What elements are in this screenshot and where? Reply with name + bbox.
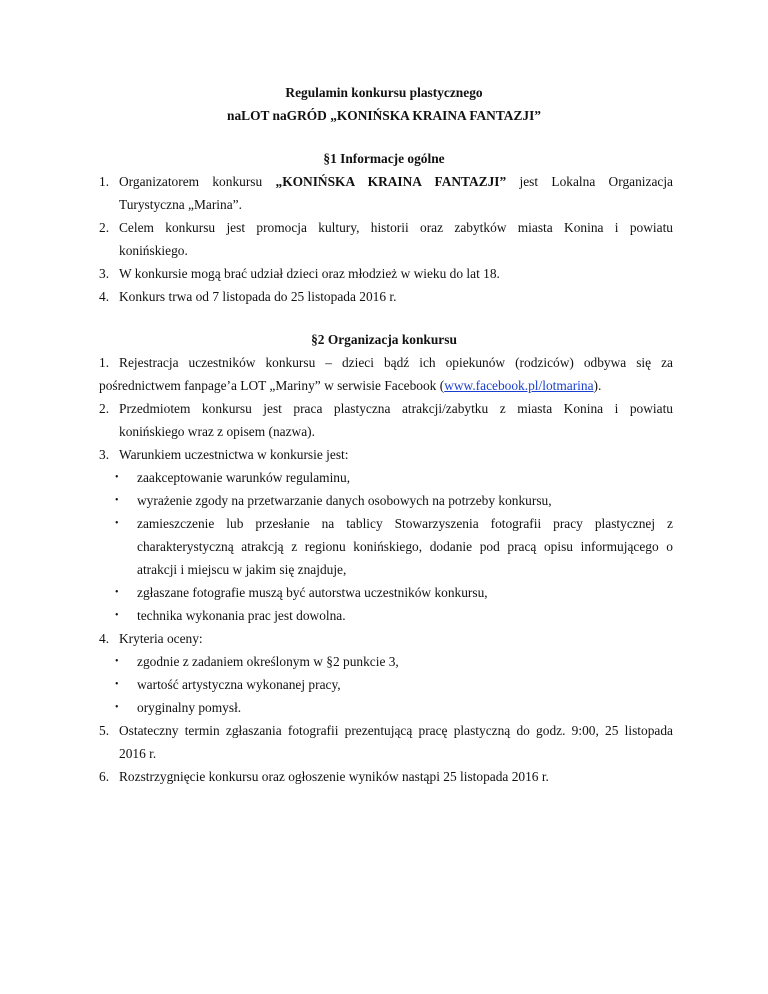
list-number: 4. [99, 289, 110, 304]
list-item: Celem konkursu jest promocja kultury, historii oraz zabytków miasta Konina i powiatu [119, 220, 673, 235]
bullet-icon: • [115, 610, 119, 621]
list-number: 3. [99, 447, 110, 462]
facebook-link[interactable]: www.facebook.pl/lotmarina [444, 378, 594, 393]
bullet-icon: • [115, 495, 119, 506]
document-subtitle: naLOT naGRÓD „KONIŃSKA KRAINA FANTAZJI” [227, 108, 541, 123]
bullet-item-continuation: charakterystyczną atrakcją z regionu konińskiego, dodanie pod pracą opisu informującego o [137, 539, 673, 554]
bullet-item: wyrażenie zgody na przetwarzanie danych osobowych na potrzeby konkursu, [137, 493, 552, 508]
list-item-continuation: Turystyczna „Marina”. [119, 197, 242, 212]
list-item-text: ). [593, 378, 602, 393]
list-item: Warunkiem uczestnictwa w konkursie jest: [119, 447, 349, 462]
list-item-continuation: konińskiego. [119, 243, 188, 258]
section1-heading: §1 Informacje ogólne [323, 151, 445, 166]
bullet-item: wartość artystyczna wykonanej pracy, [137, 677, 341, 692]
bullet-item: oryginalny pomysł. [137, 700, 242, 715]
list-item [119, 174, 673, 190]
list-item: Kryteria oceny: [119, 631, 203, 646]
contest-name: „KONIŃSKA KRAINA FANTAZJI” [275, 174, 507, 189]
list-number: 1. [99, 174, 110, 189]
list-item: W konkursie mogą brać udział dzieci oraz młodzież w wieku do lat 18. [119, 266, 500, 281]
bullet-item-continuation: atrakcji i miejscu w jakim się znajduje, [137, 562, 347, 577]
list-number: 4. [99, 631, 110, 646]
list-item-text: Organizatorem konkursu [119, 174, 276, 189]
list-item: Konkurs trwa od 7 listopada do 25 listopada 2016 r. [119, 289, 397, 304]
list-item: Rozstrzygnięcie konkursu oraz ogłoszenie wyników nastąpi 25 listopada 2016 r. [119, 769, 549, 784]
list-item-continuation: 2016 r. [119, 746, 157, 761]
bullet-icon: • [115, 656, 119, 667]
document-title: Regulamin konkursu plastycznego [285, 85, 483, 100]
list-number: 6. [99, 769, 110, 784]
list-item-continuation: konińskiego wraz z opisem (nazwa). [119, 424, 315, 439]
list-number: 2. [99, 220, 110, 235]
list-number: 5. [99, 723, 110, 738]
list-item: 1. Rejestracja uczestników konkursu – dzieci bądź ich opiekunów (rodziców) odbywa się za [99, 355, 673, 370]
bullet-icon: • [115, 518, 119, 529]
list-number: 2. [99, 401, 110, 416]
bullet-icon: • [115, 679, 119, 690]
bullet-icon: • [115, 472, 119, 483]
list-item-text: jest Lokalna Organizacja [506, 174, 673, 189]
bullet-item: zaakceptowanie warunków regulaminu, [137, 470, 351, 485]
list-item: Przedmiotem konkursu jest praca plastyczna atrakcji/zabytku z miasta Konina i powiatu [119, 401, 673, 416]
list-number: 3. [99, 266, 110, 281]
bullet-icon: • [115, 702, 119, 713]
bullet-item: zgodnie z zadaniem określonym w §2 punkcie 3, [137, 654, 399, 669]
bullet-item: zamieszczenie lub przesłanie na tablicy Stowarzyszenia fotografii pracy plastycznej z [137, 516, 673, 531]
bullet-item: technika wykonania prac jest dowolna. [137, 608, 346, 623]
bullet-icon: • [115, 587, 119, 598]
list-item-continuation [99, 378, 601, 394]
section2-heading: §2 Organizacja konkursu [311, 332, 457, 347]
list-item-text: pośrednictwem fanpage’a LOT „Mariny” w serwisie Facebook ( [99, 378, 445, 393]
list-item: Ostateczny termin zgłaszania fotografii prezentującą pracę plastyczną do godz. 9:00, 25 listopada [119, 723, 673, 738]
bullet-item: zgłaszane fotografie muszą być autorstwa uczestników konkursu, [137, 585, 488, 600]
